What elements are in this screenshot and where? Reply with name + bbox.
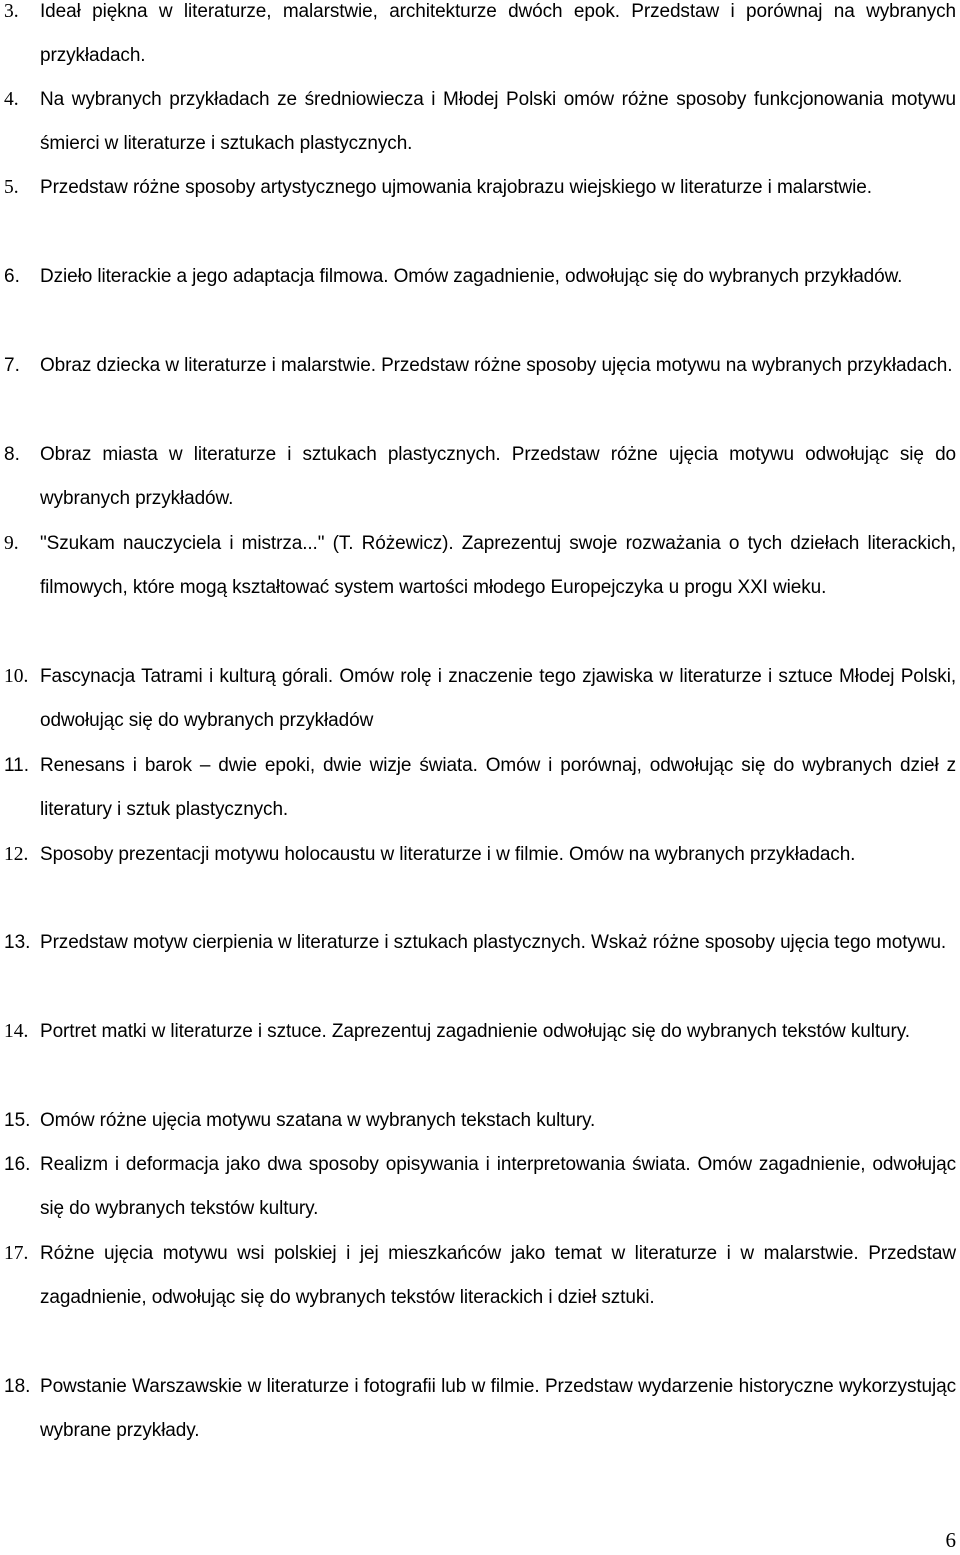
item-number: 4. <box>4 89 19 110</box>
item-text: Fascynacja Tatrami i kulturą górali. Omów rolę i znaczenie tego zjawiska w literaturze i sztuce Młodej Polski, odwołując się do wybranych przykładów <box>40 666 956 732</box>
page-number: 6 <box>945 1528 956 1552</box>
item-text: Dzieło literackie a jego adaptacja filmowa. Omów zagadnienie, odwołując się do wybranych przykładów. <box>40 266 903 287</box>
item-text: Realizm i deformacja jako dwa sposoby opisywania i interpretowania świata. Omów zagadnienie, odwołując się do wybranych tekstów kultury. <box>40 1154 956 1220</box>
list-item <box>0 522 960 611</box>
item-text: Obraz dziecka w literaturze i malarstwie. Przedstaw różne sposoby ujęcia motywu na wybranych przykładach. <box>40 355 953 376</box>
item-text: Omów różne ujęcia motywu szatana w wybranych tekstach kultury. <box>40 1110 596 1131</box>
list-item <box>0 921 960 965</box>
item-number: 13. <box>4 932 31 953</box>
item-number: 9. <box>4 533 19 554</box>
list-item <box>0 1010 960 1054</box>
list-item <box>0 166 960 210</box>
list-item <box>0 344 960 388</box>
list-item <box>0 1099 960 1143</box>
item-number: 18. <box>4 1376 31 1397</box>
item-text: Powstanie Warszawskie w literaturze i fotografii lub w filmie. Przedstaw wydarzenie historyczne wykorzystując wybrane przykłady. <box>40 1376 956 1442</box>
item-number: 8. <box>4 444 20 465</box>
item-text: Przedstaw motyw cierpienia w literaturze i sztukach plastycznych. Wskaż różne sposoby ujęcia tego motywu. <box>40 932 947 953</box>
list-item <box>0 1143 960 1232</box>
item-text: Ideał piękna w literaturze, malarstwie, architekturze dwóch epok. Przedstaw i porównaj na wybranych przykładach. <box>40 1 956 67</box>
item-number: 17. <box>4 1243 29 1264</box>
item-number: 7. <box>4 355 20 376</box>
item-number: 11. <box>4 755 30 776</box>
item-number: 10. <box>4 666 29 687</box>
item-text: Portret matki w literaturze i sztuce. Zaprezentuj zagadnienie odwołując się do wybranych tekstów kultury. <box>40 1021 910 1042</box>
list-item <box>0 744 960 833</box>
item-number: 6. <box>4 266 20 287</box>
list-item <box>0 833 960 877</box>
list-item <box>0 655 960 744</box>
item-text: Przedstaw różne sposoby artystycznego ujmowania krajobrazu wiejskiego w literaturze i malarstwie. <box>40 177 872 198</box>
item-number: 14. <box>4 1021 29 1042</box>
list-item <box>0 1232 960 1321</box>
item-number: 5. <box>4 177 19 198</box>
item-text: Obraz miasta w literaturze i sztukach plastycznych. Przedstaw różne ujęcia motywu odwołując się do wybranych przykładów. <box>40 444 956 510</box>
list-item <box>0 433 960 522</box>
list-item <box>0 0 960 79</box>
item-number: 16. <box>4 1154 31 1175</box>
item-text: Na wybranych przykładach ze średniowiecza i Młodej Polski omów różne sposoby funkcjonowania motywu śmierci w literaturze i sztukach plastycznych. <box>40 89 956 155</box>
item-text: Różne ujęcia motywu wsi polskiej i jej mieszkańców jako temat w literaturze i w malarstwie. Przedstaw zagadnienie, odwołując się do wybranych tekstów literackich i dzieł sztuki. <box>40 1243 956 1309</box>
item-text: "Szukam nauczyciela i mistrza..." (T. Różewicz). Zaprezentuj swoje rozważania o tych dziełach literackich, filmowych, które mogą kształtować system wartości młodego Europejczyka u progu XXI wieku. <box>40 533 956 599</box>
list-item <box>0 78 960 167</box>
item-number: 12. <box>4 844 29 865</box>
item-text: Sposoby prezentacji motywu holocaustu w literaturze i w filmie. Omów na wybranych przykładach. <box>40 844 856 865</box>
list-item <box>0 1365 960 1454</box>
item-number: 15. <box>4 1110 31 1131</box>
item-text: Renesans i barok – dwie epoki, dwie wizje świata. Omów i porównaj, odwołując się do wybranych dzieł z literatury i sztuk plastycznych. <box>40 755 956 821</box>
item-number: 3. <box>4 1 19 22</box>
list-item <box>0 255 960 299</box>
